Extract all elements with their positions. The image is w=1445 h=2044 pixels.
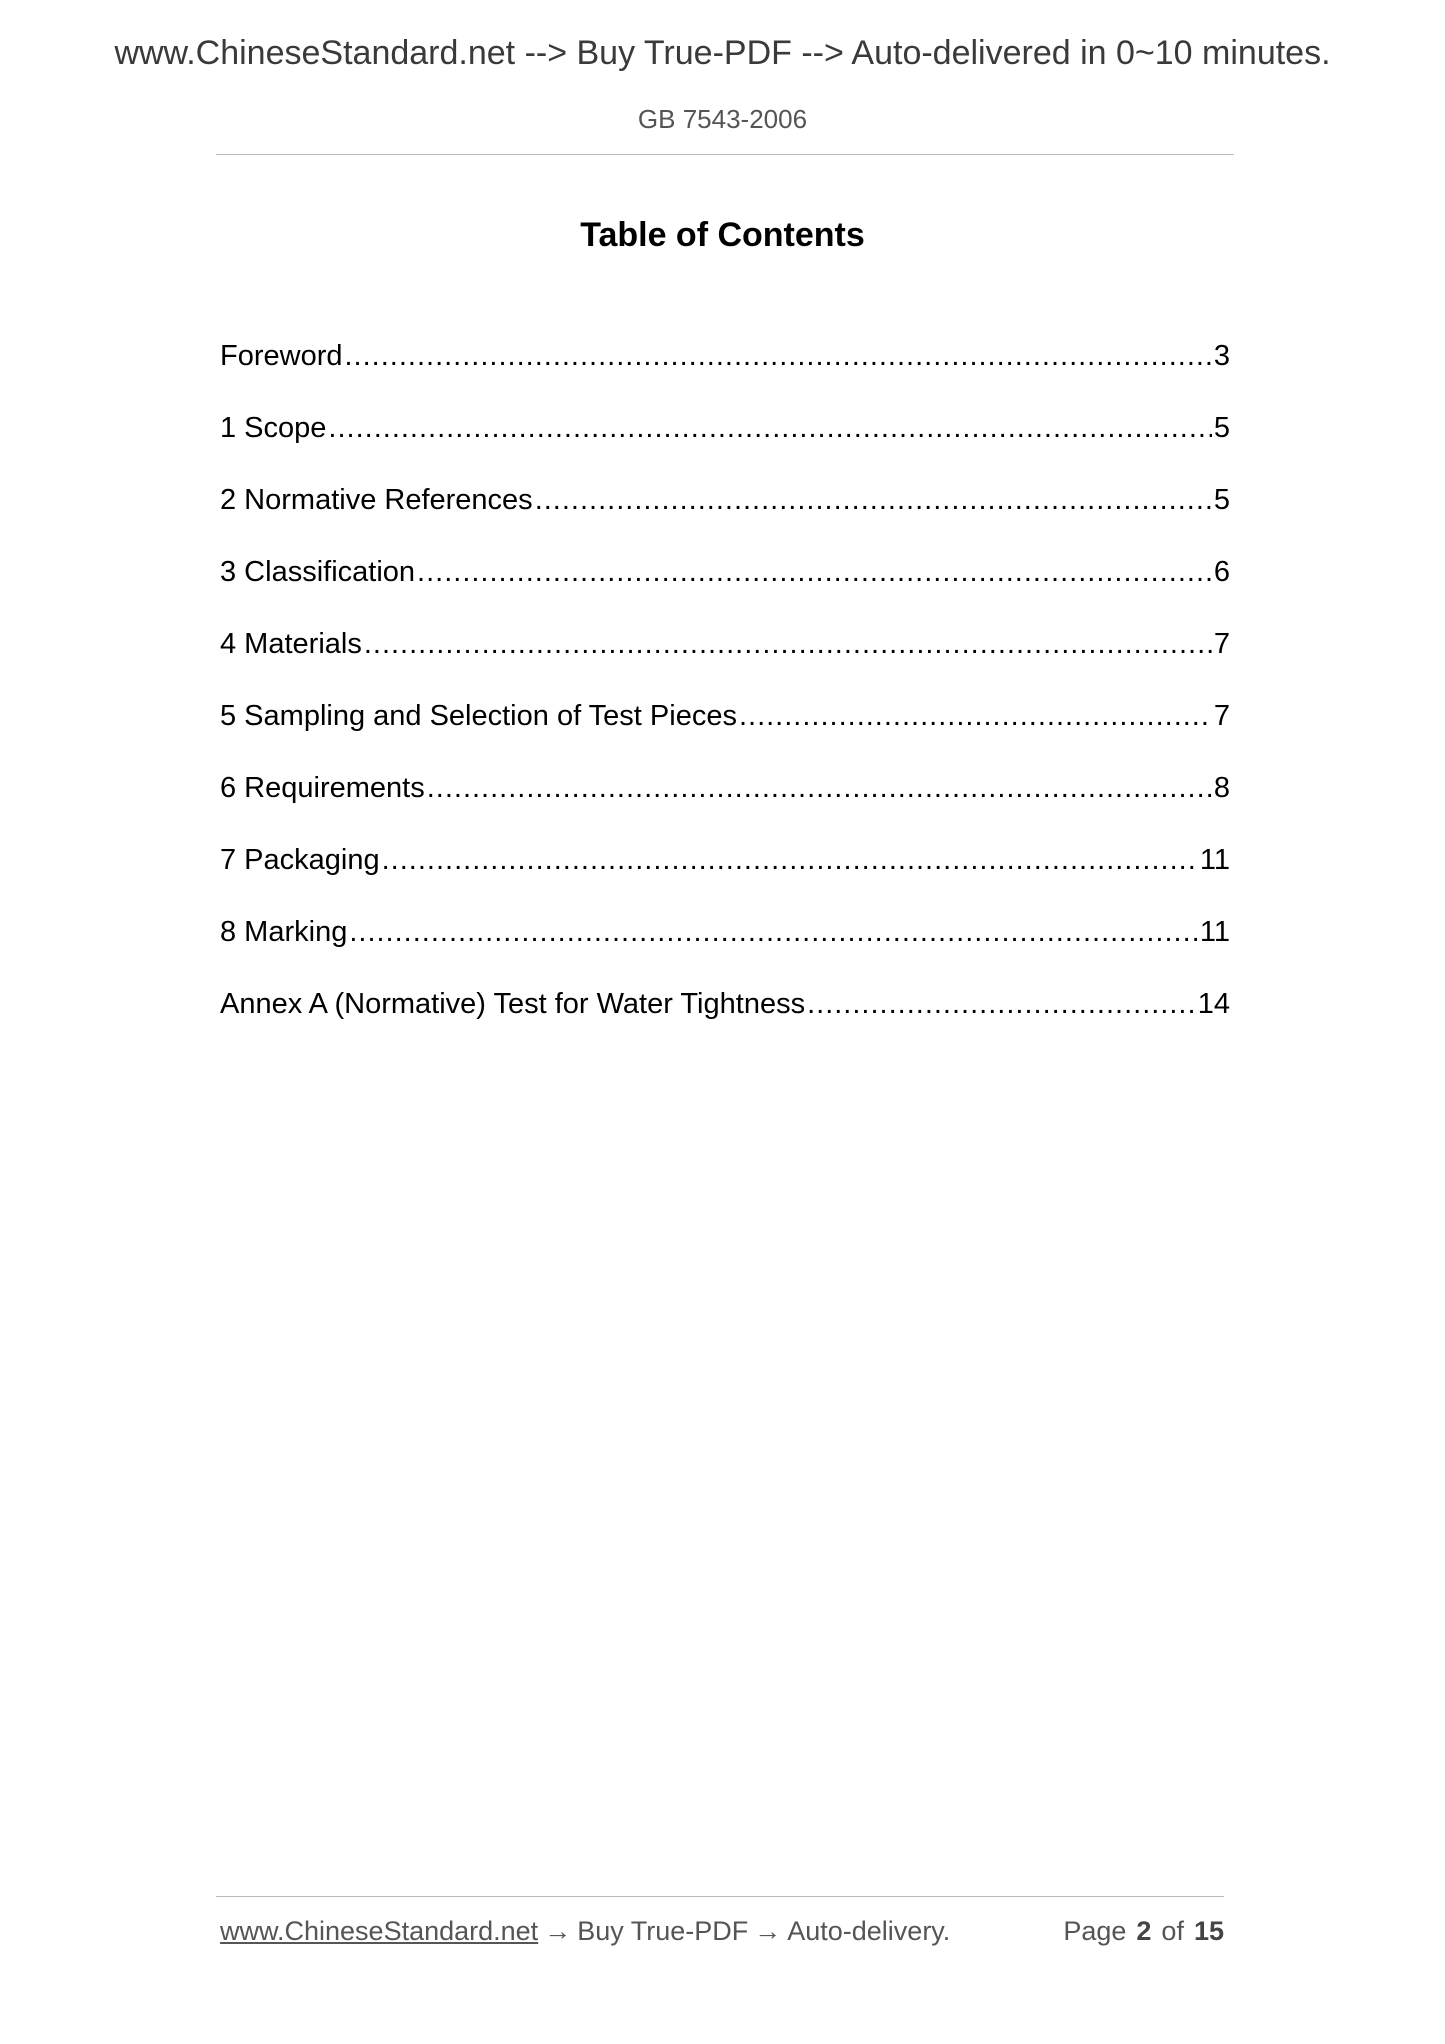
toc-dot-leader [345,336,1212,376]
toc-entry-page: 5 [1213,412,1230,444]
toc-entry-normative-references[interactable] [220,480,1230,552]
footer-promo [220,1916,950,1947]
table-of-contents [220,336,1230,1056]
toc-dot-leader [535,480,1212,520]
total-page-count: 15 [1193,1916,1224,1946]
page-indicator [1063,1916,1224,1947]
toc-entry-annex-a[interactable] [220,984,1230,1056]
toc-entry-page: 7 [1213,628,1230,660]
toc-dot-leader [427,768,1212,808]
toc-entry-page: 14 [1197,988,1230,1020]
toc-entry-page: 11 [1199,844,1230,876]
arrow-right-icon: → [544,1916,572,1946]
toc-entry-page: 11 [1199,916,1230,948]
toc-entry-label: 2 Normative References [220,484,533,516]
toc-entry-label: Annex A (Normative) Test for Water Tightness [220,988,806,1020]
toc-entry-page: 5 [1213,484,1230,516]
arrow-right-icon: → [754,1916,782,1946]
footer-divider [216,1896,1224,1897]
page-footer [220,1916,1224,1956]
toc-entry-packaging[interactable] [220,840,1230,912]
toc-dot-leader [364,624,1212,664]
footer-site-link[interactable]: www.ChineseStandard.net [220,1916,539,1946]
footer-buy-text: Buy True-PDF [577,1916,749,1946]
footer-delivery-text: Auto-delivery. [787,1916,951,1946]
toc-dot-leader [807,984,1196,1024]
toc-entry-foreword[interactable] [220,336,1230,408]
toc-entry-label: 4 Materials [220,628,362,660]
current-page-number: 2 [1136,1916,1152,1946]
toc-entry-label: 8 Marking [220,916,348,948]
toc-entry-page: 3 [1213,340,1230,372]
toc-dot-leader [382,840,1198,880]
toc-dot-leader [328,408,1211,448]
toc-entry-page: 6 [1213,556,1230,588]
toc-dot-leader [417,552,1212,592]
toc-entry-label: 3 Classification [220,556,416,588]
toc-entry-label: 7 Packaging [220,844,380,876]
toc-entry-classification[interactable] [220,552,1230,624]
header-banner: www.ChineseStandard.net --> Buy True-PDF --> Auto-delivered in 0~10 minutes. [114,34,1331,72]
toc-entry-marking[interactable] [220,912,1230,984]
toc-entry-label: 1 Scope [220,412,327,444]
of-word: of [1161,1916,1184,1946]
toc-dot-leader [349,912,1198,952]
header-divider [216,154,1234,155]
document-code: GB 7543-2006 [637,104,808,134]
page-word: Page [1063,1916,1127,1946]
toc-entry-materials[interactable] [220,624,1230,696]
toc-entry-page: 8 [1213,772,1230,804]
toc-entry-page: 7 [1213,700,1230,732]
toc-dot-leader [739,696,1212,736]
toc-entry-label: 5 Sampling and Selection of Test Pieces [220,700,737,732]
toc-entry-requirements[interactable] [220,768,1230,840]
toc-entry-scope[interactable] [220,408,1230,480]
toc-entry-sampling[interactable] [220,696,1230,768]
toc-entry-label: 6 Requirements [220,772,425,804]
toc-title: Table of Contents [580,216,865,254]
toc-entry-label: Foreword [220,340,343,372]
